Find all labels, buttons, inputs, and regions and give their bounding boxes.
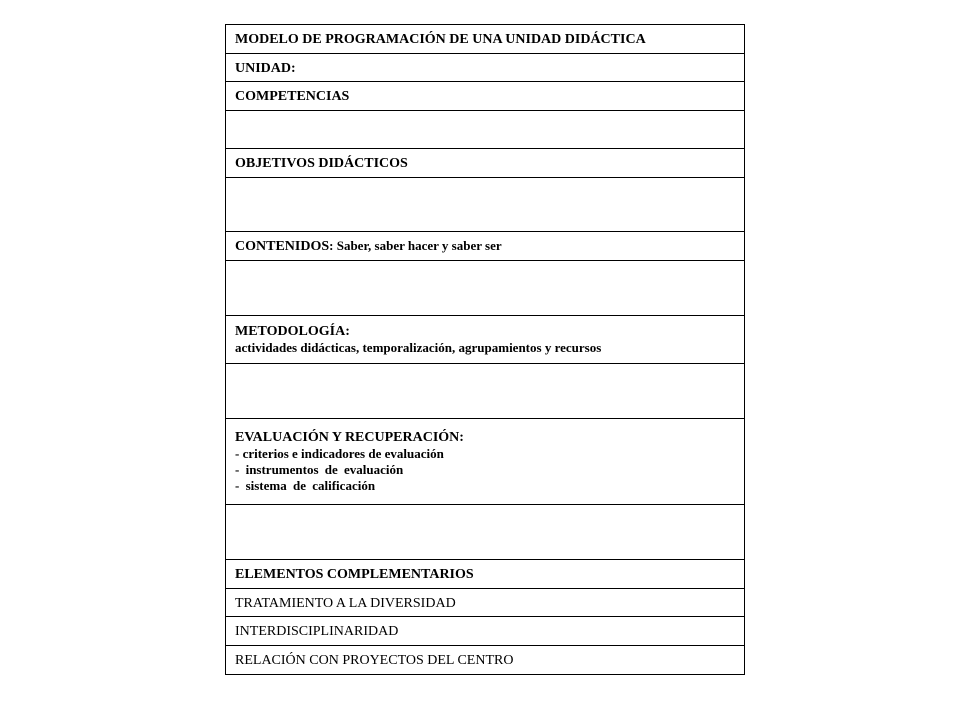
row-competencias-input [226,111,745,149]
unit-planning-form [225,24,745,675]
row-objetivos [226,149,745,178]
objetivos-input-area[interactable] [226,178,745,232]
relacion-label: RELACIÓN CON PROYECTOS DEL CENTRO [235,653,514,668]
row-metodologia [226,316,745,364]
evaluacion-cell [226,419,745,505]
metodologia-input-area[interactable] [226,364,745,419]
interdisciplinaridad-label: INTERDISCIPLINARIDAD [235,624,399,639]
tratamiento-cell [226,589,745,617]
unidad-cell [226,54,745,82]
row-unidad [226,54,745,82]
metodologia-cell [226,316,745,364]
competencias-cell [226,82,745,111]
row-relacion [226,646,745,675]
row-metodologia-input [226,364,745,419]
form-title [226,25,745,54]
row-title [226,25,745,54]
row-contenidos-input [226,261,745,316]
contenidos-input-area[interactable] [226,261,745,316]
objetivos-label: OBJETIVOS DIDÁCTICOS [235,156,408,171]
row-evaluacion [226,419,745,505]
evaluacion-label: EVALUACIÓN Y RECUPERACIÓN: [235,430,464,445]
evaluacion-item-criterios: - criterios e indicadores de evaluación [235,446,444,461]
evaluacion-item-calificacion: - sistema de calificación [235,478,376,493]
elementos-label: ELEMENTOS COMPLEMENTARIOS [235,567,474,582]
contenidos-detail: : Saber, saber hacer y saber ser [329,238,502,253]
row-contenidos [226,232,745,261]
form-title-text: MODELO DE PROGRAMACIÓN DE UNA UNIDAD DIDÁCTICA [235,32,646,47]
elementos-cell [226,560,745,589]
row-interdisciplinaridad [226,617,745,646]
competencias-label: COMPETENCIAS [235,89,350,104]
contenidos-label: CONTENIDOS [235,239,330,254]
contenidos-cell [226,232,745,261]
row-evaluacion-input [226,505,745,560]
row-elementos [226,560,745,589]
row-tratamiento [226,589,745,617]
unidad-label: UNIDAD: [235,60,296,76]
evaluacion-input-area[interactable] [226,505,745,560]
interdisciplinaridad-cell [226,617,745,646]
objetivos-cell [226,149,745,178]
metodologia-detail: actividades didácticas, temporalización, agrupamientos y recursos [235,340,602,355]
tratamiento-label: TRATAMIENTO A LA DIVERSIDAD [235,595,456,611]
competencias-input-area[interactable] [226,111,745,149]
metodologia-label: METODOLOGÍA: [235,324,350,339]
relacion-cell [226,646,745,675]
row-objetivos-input [226,178,745,232]
evaluacion-item-instrumentos: - instrumentos de evaluación [235,462,404,477]
row-competencias [226,82,745,111]
